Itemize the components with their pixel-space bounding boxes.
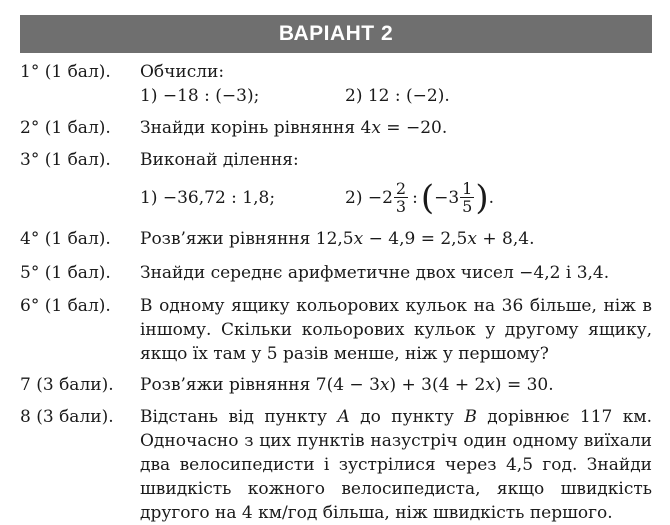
task-text: В одному ящику кольорових кульок на 36 більше, ніж в іншому. Скільки кольорових кульок у другому ящику, якщо їх там у 5 разів менше, ніж у першому? bbox=[140, 296, 652, 364]
task-number: 7 (3 бали). bbox=[20, 375, 114, 395]
task-number: 5° (1 бал). bbox=[20, 263, 111, 283]
fraction-two-thirds: $\frac{2}{3}$ bbox=[395, 179, 407, 216]
fraction-one-fifth: $\frac{1}{5}$ bbox=[462, 179, 473, 216]
task-text: Знайди корінь рівняння 4x = −20. bbox=[140, 118, 448, 138]
task-text: Виконай ділення: bbox=[140, 150, 299, 170]
subtask-1: 1) −36,72 : 1,8; bbox=[140, 187, 276, 208]
task-number: 8 (3 бали). bbox=[20, 407, 114, 427]
subtask-2: 2) 12 : (−2). bbox=[345, 86, 450, 106]
task-number: 3° (1 бал). bbox=[20, 150, 111, 170]
variant-header: ВАРІАНТ 2 bbox=[20, 15, 652, 53]
task-number: 2° (1 бал). bbox=[20, 118, 111, 138]
task-number: 6° (1 бал). bbox=[20, 296, 111, 316]
task-text: Відстань від пункту A до пункту B дорівнює 117 км. Одночасно з цих пунктів назустріч один одному виїхали два велосипедисти і зустрілися через 4,5 год. Знайди швидкість кожного велосипедиста, якщо швидкість другого на 4 км/год більша, ніж швидкість першого. bbox=[140, 407, 653, 523]
task-text: Розв’яжи рівняння 12,5x − 4,9 = 2,5x + 8,4. bbox=[140, 229, 535, 249]
task-number: 1° (1 бал). bbox=[20, 62, 111, 82]
subtask-1: 1) −18 : (−3); bbox=[140, 86, 260, 106]
task-number: 4° (1 бал). bbox=[20, 229, 111, 249]
task-text: Знайди середнє арифметичне двох чисел −4,2 і 3,4. bbox=[140, 263, 610, 283]
task-text: Обчисли: bbox=[140, 62, 225, 82]
subtask-2: 2) −2 $\frac{2}{3}$ : ( −3 $\frac{1}{5}$ ) . bbox=[345, 177, 495, 218]
task-text: Розв’яжи рівняння 7(4 − 3x) + 3(4 + 2x) = 30. bbox=[140, 375, 554, 395]
